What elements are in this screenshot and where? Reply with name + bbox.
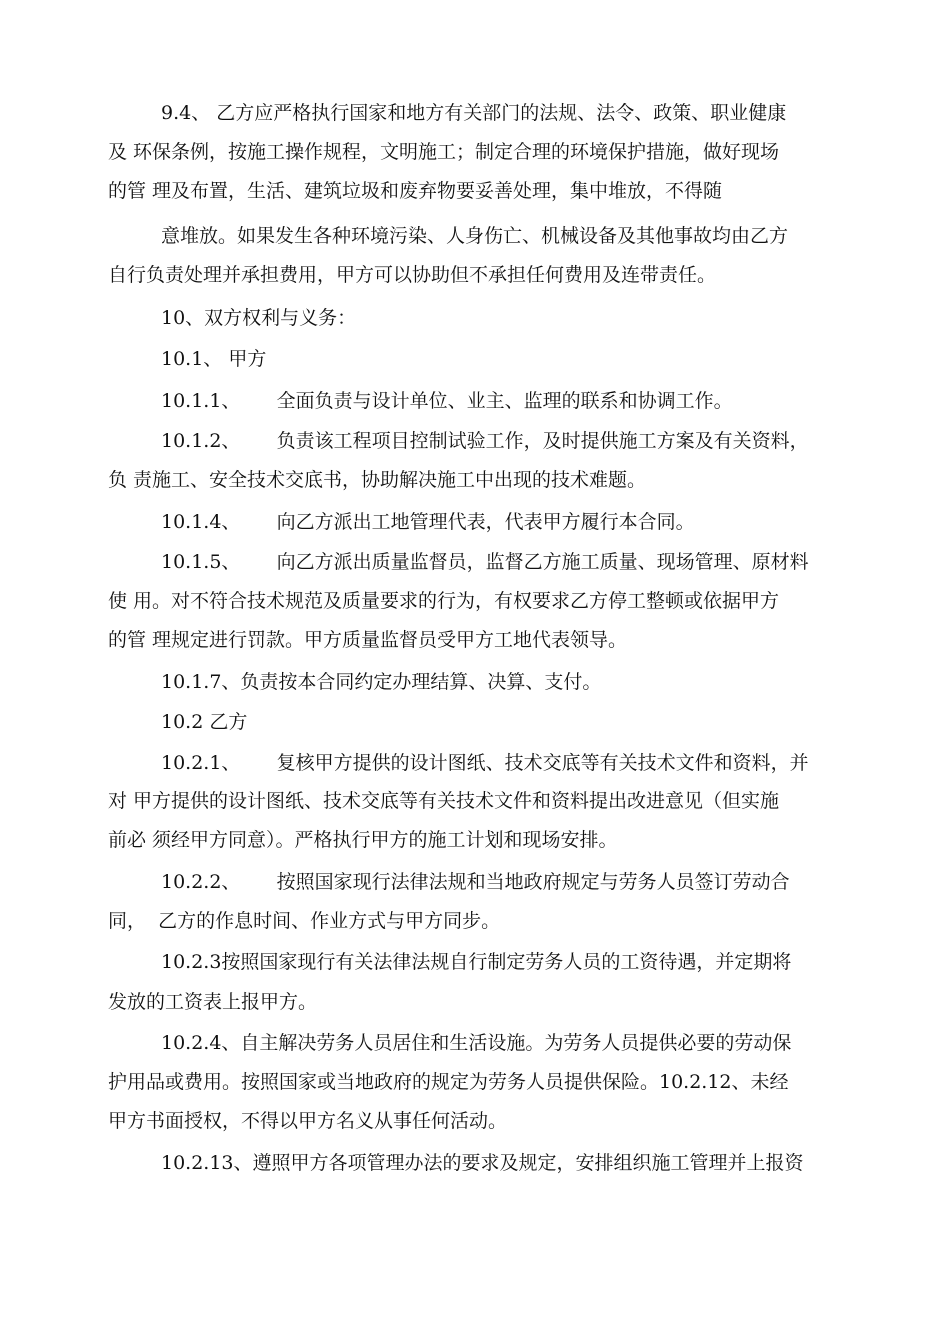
- clause-line: 10.2.1、 复核甲方提供的设计图纸、技术交底等有关技术文件和资料，并: [161, 752, 809, 774]
- clause-line: 10.1.5、 向乙方派出质量监督员，监督乙方施工质量、现场管理、原材料: [161, 551, 809, 573]
- text-line: 护用品或费用。按照国家或当地政府的规定为劳务人员提供保险。10.2.12、未经: [108, 1071, 789, 1093]
- clause-line: 10.1.7、负责按本合同约定办理结算、决算、支付。: [161, 671, 602, 693]
- subsection-heading: 10.2 乙方: [161, 711, 248, 733]
- text-line: 同， 乙方的作息时间、作业方式与甲方同步。: [108, 910, 501, 932]
- clause-line: 10.1.2、 负责该工程项目控制试验工作，及时提供施工方案及有关资料，: [161, 430, 809, 452]
- clause-line: 10.1.4、 向乙方派出工地管理代表，代表甲方履行本合同。: [161, 511, 695, 533]
- text-line: 对 甲方提供的设计图纸、技术交底等有关技术文件和资料提出改进意见（但实施: [108, 790, 780, 812]
- text-line: 意堆放。如果发生各种环境污染、人身伤亡、机械设备及其他事故均由乙方: [161, 225, 789, 247]
- clause-line: 10.2.4、自主解决劳务人员居住和生活设施。为劳务人员提供必要的劳动保: [161, 1032, 792, 1054]
- clause-line: 10.2.13、遵照甲方各项管理办法的要求及规定，安排组织施工管理并上报资: [161, 1152, 804, 1174]
- text-line: 使 用。对不符合技术规范及质量要求的行为，有权要求乙方停工整顿或依据甲方: [108, 590, 780, 612]
- text-line: 的管 理及布置，生活、建筑垃圾和废弃物要妥善处理，集中堆放，不得随: [108, 180, 723, 202]
- subsection-heading: 10.1、 甲方: [161, 348, 267, 370]
- clause-line: 10.1.1、 全面负责与设计单位、业主、监理的联系和协调工作。: [161, 390, 733, 412]
- text-line: 发放的工资表上报甲方。: [108, 991, 318, 1013]
- text-line: 的管 理规定进行罚款。甲方质量监督员受甲方工地代表领导。: [108, 629, 628, 651]
- text-line: 自行负责处理并承担费用，甲方可以协助但不承担任何费用及连带责任。: [108, 264, 717, 286]
- text-line: 9.4、 乙方应严格执行国家和地方有关部门的法规、法令、政策、职业健康: [161, 102, 787, 124]
- clause-line: 10.2.3按照国家现行有关法律法规自行制定劳务人员的工资待遇，并定期将: [161, 951, 792, 973]
- text-line: 负 责施工、安全技术交底书，协助解决施工中出现的技术难题。: [108, 469, 647, 491]
- clause-line: 10.2.2、 按照国家现行法律法规和当地政府规定与劳务人员签订劳动合: [161, 871, 790, 893]
- text-line: 及 环保条例，按施工操作规程，文明施工；制定合理的环境保护措施，做好现场: [108, 141, 780, 163]
- text-line: 前必 须经甲方同意）。严格执行甲方的施工计划和现场安排。: [108, 829, 618, 851]
- text-line: 甲方书面授权，不得以甲方名义从事任何活动。: [108, 1110, 508, 1132]
- section-heading: 10、双方权利与义务：: [161, 307, 357, 329]
